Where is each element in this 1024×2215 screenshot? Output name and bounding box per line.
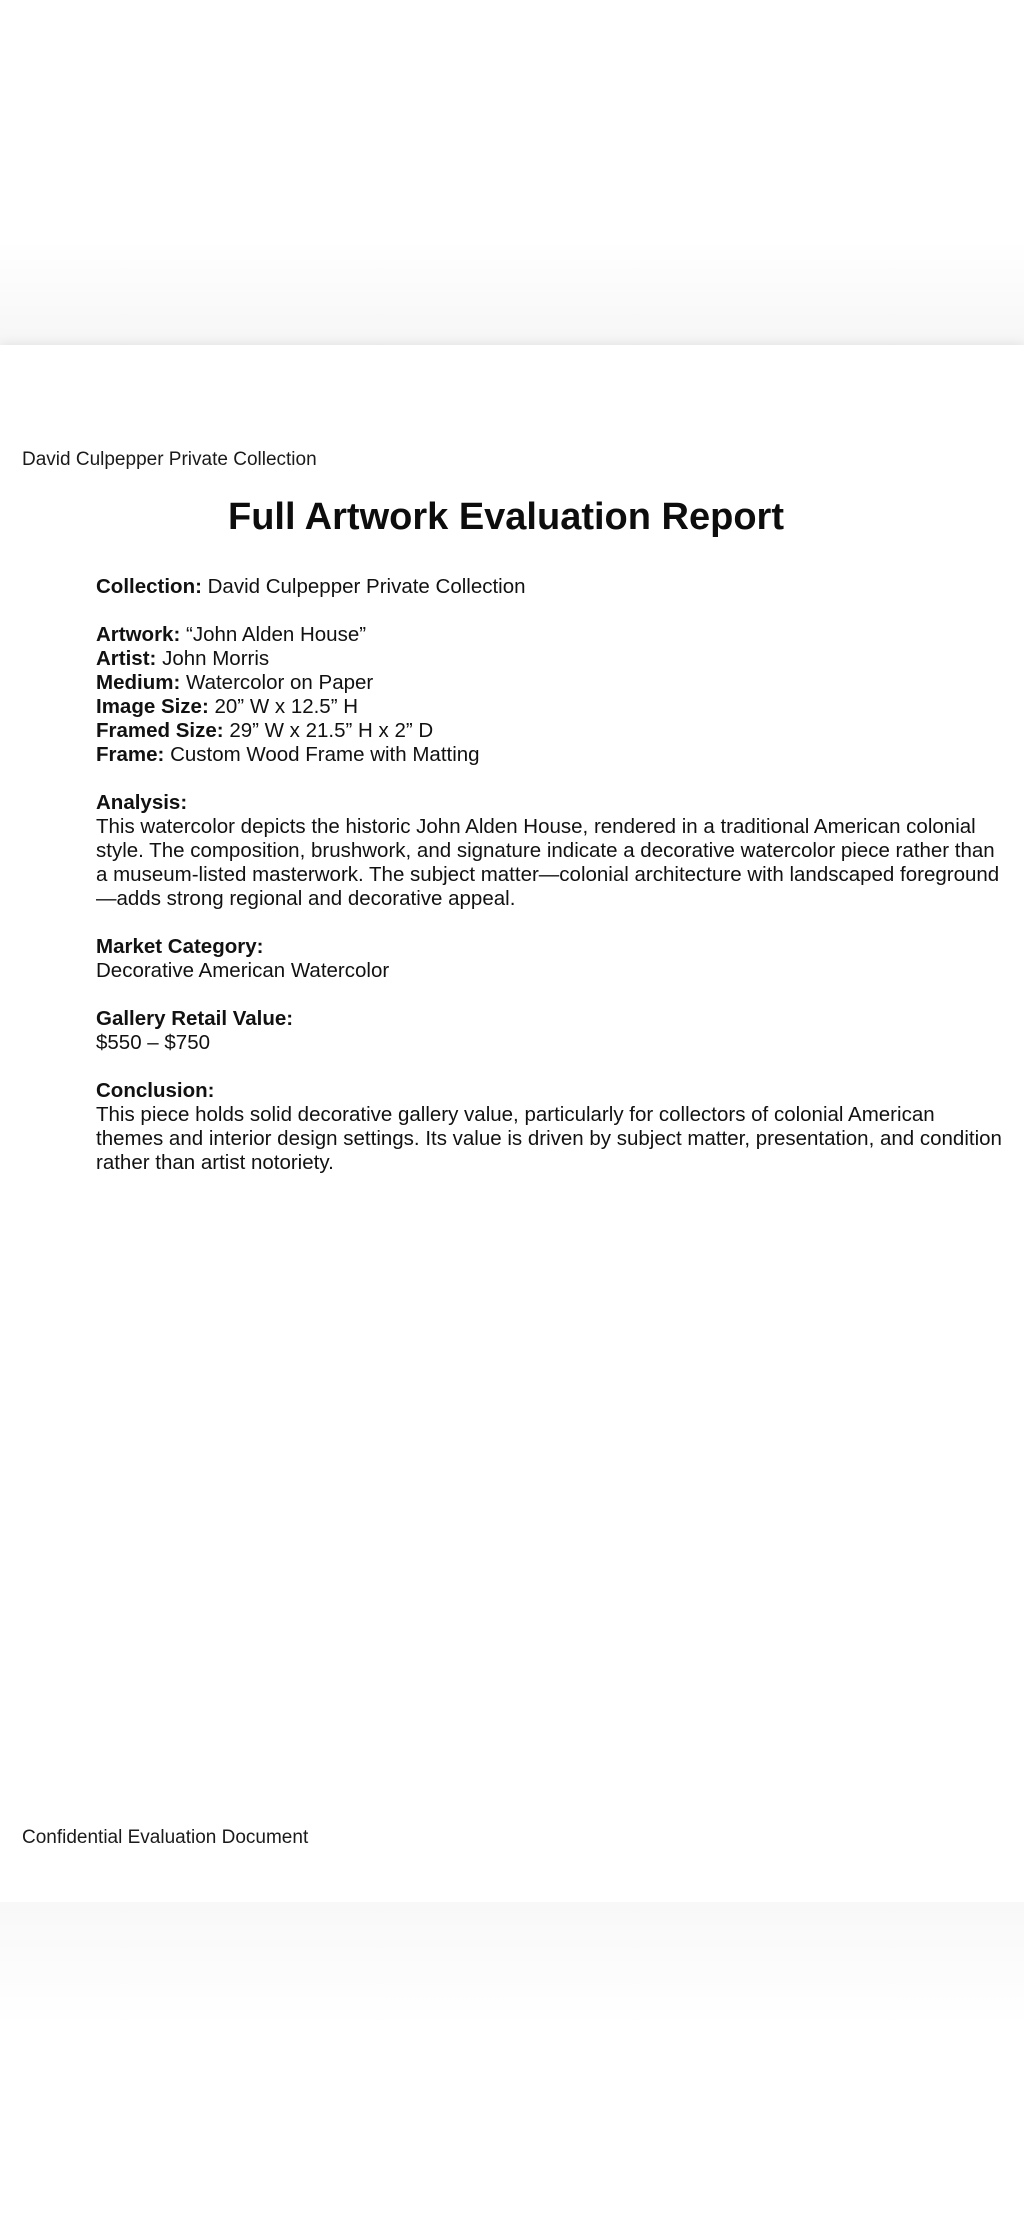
market-category-section: [96, 935, 1006, 983]
collection-label: Collection:: [96, 575, 202, 598]
page-footer: Confidential Evaluation Document: [22, 1827, 309, 1848]
analysis-text: This watercolor depicts the historic John Alden House, rendered in a traditional American colonial style. The composition, brushwork, and signature indicate a decorative watercolor piece rather than a museum-listed masterwork. The subject matter—colonial architecture with landscaped foreground—adds strong regional and decorative appeal.: [96, 815, 1000, 910]
retail-value-section: [96, 1007, 1006, 1055]
detail-label: Image Size:: [96, 695, 209, 718]
detail-value: 29” W x 21.5” H x 2” D: [229, 719, 434, 742]
collection-line: [96, 575, 1006, 599]
market-category-label: Market Category:: [96, 935, 264, 958]
retail-value-label: Gallery Retail Value:: [96, 1007, 294, 1030]
detail-label: Artist:: [96, 647, 157, 670]
retail-value-text: $550 – $750: [96, 1031, 211, 1054]
report-body: [96, 575, 1006, 1199]
page-gap-bottom: [0, 1902, 1024, 2215]
page-gap-top: [0, 0, 1024, 345]
collection-value: David Culpepper Private Collection: [207, 575, 526, 598]
detail-medium: [96, 671, 1006, 695]
detail-value: Custom Wood Frame with Matting: [170, 743, 480, 766]
detail-value: Watercolor on Paper: [185, 671, 374, 694]
analysis-label: Analysis:: [96, 791, 188, 814]
detail-value: “John Alden House”: [186, 623, 367, 646]
detail-label: Medium:: [96, 671, 181, 694]
market-category-text: Decorative American Watercolor: [96, 959, 390, 982]
detail-value: John Morris: [162, 647, 270, 670]
detail-artist: [96, 647, 1006, 671]
analysis-section: [96, 791, 1006, 911]
detail-artwork: [96, 623, 1006, 647]
detail-label: Frame:: [96, 743, 165, 766]
page-header: David Culpepper Private Collection: [22, 449, 317, 470]
artwork-details: [96, 623, 1006, 767]
detail-value: 20” W x 12.5” H: [214, 695, 359, 718]
detail-frame: [96, 743, 1006, 767]
report-title: Full Artwork Evaluation Report: [228, 496, 784, 538]
conclusion-label: Conclusion:: [96, 1079, 215, 1102]
conclusion-section: [96, 1079, 1006, 1175]
document-page: [0, 345, 1024, 1902]
detail-label: Framed Size:: [96, 719, 224, 742]
detail-label: Artwork:: [96, 623, 181, 646]
detail-image-size: [96, 695, 1006, 719]
detail-framed-size: [96, 719, 1006, 743]
conclusion-text: This piece holds solid decorative gallery value, particularly for collectors of colonial American themes and interior design settings. Its value is driven by subject matter, presentation, and condition rather than artist notoriety.: [96, 1103, 1002, 1174]
